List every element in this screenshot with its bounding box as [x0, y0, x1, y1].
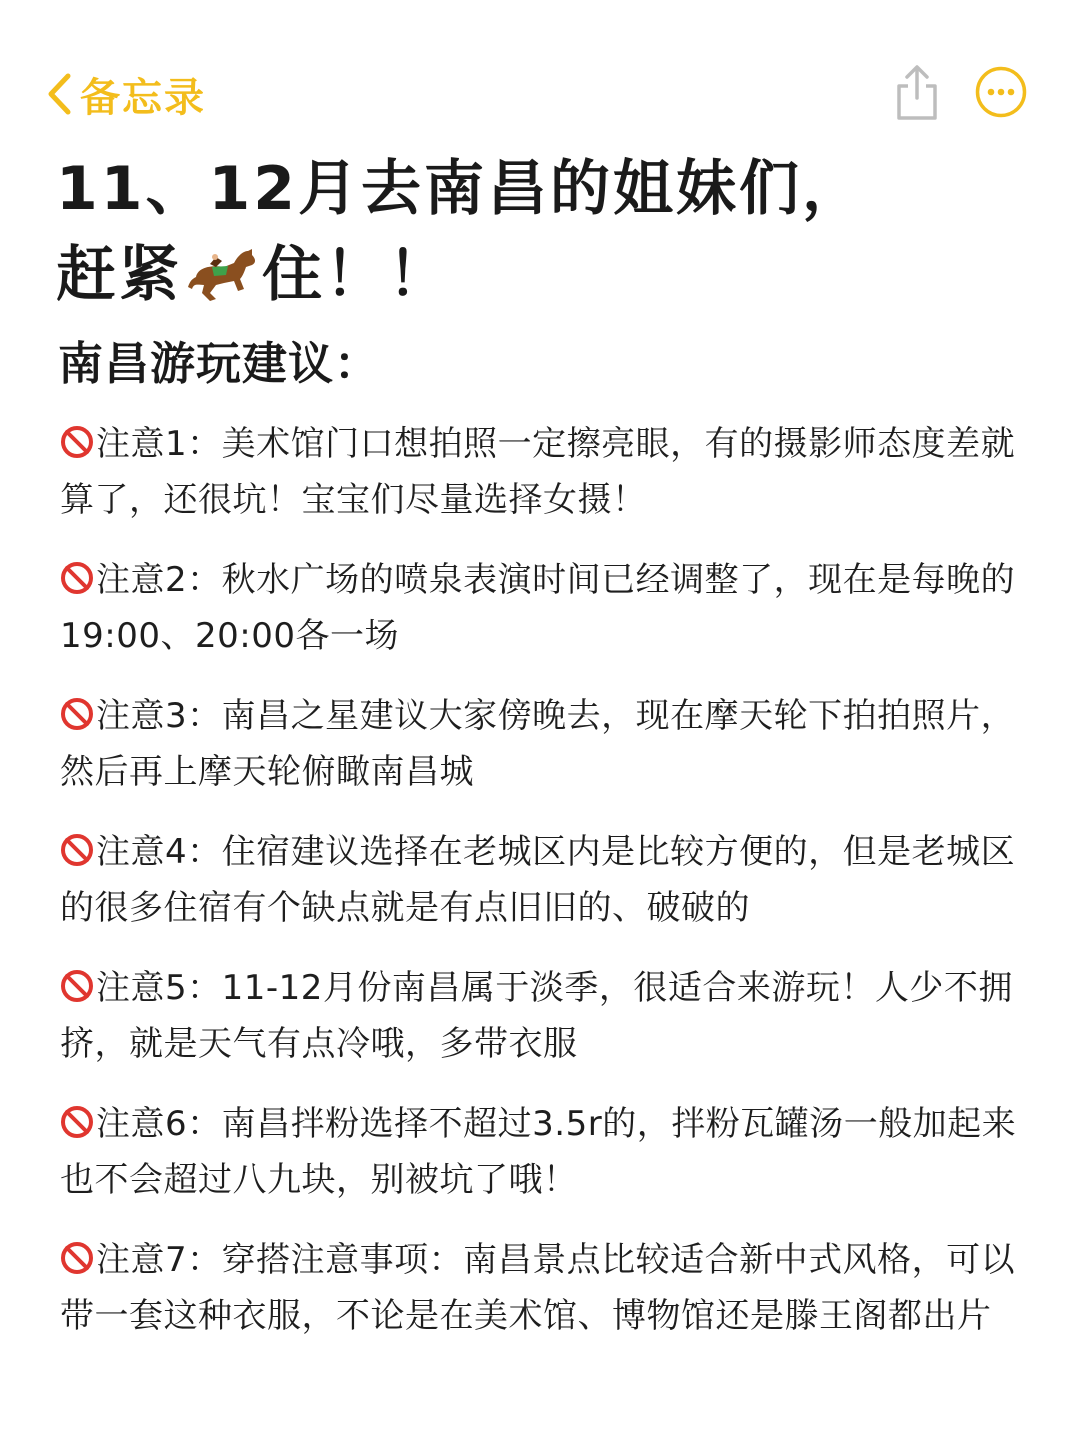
no-entry-icon	[60, 828, 94, 862]
note-label: 注意4：	[96, 832, 222, 872]
horse-icon	[186, 242, 258, 302]
no-entry-icon	[60, 692, 94, 726]
notes-list	[60, 416, 1030, 1368]
back-button[interactable]	[46, 64, 206, 124]
note-text: 南昌拌粉选择不超过3.5r的，拌粉瓦罐汤一般加起来也不会超过八九块，别被坑了哦！	[60, 1104, 1017, 1200]
note-text: 秋水广场的喷泉表演时间已经调整了，现在是每晚的19:00、20:00各一场	[60, 560, 1016, 656]
no-entry-icon	[60, 964, 94, 998]
no-entry-icon	[60, 1100, 94, 1134]
section-heading: 南昌游玩建议：	[58, 337, 381, 390]
back-label: 备忘录	[80, 74, 206, 121]
list-item	[60, 416, 1030, 528]
note-label: 注意5：	[96, 968, 222, 1008]
note-text: 南昌之星建议大家傍晚去，现在摩天轮下拍拍照片，然后再上摩天轮俯瞰南昌城	[60, 696, 1016, 792]
title-line-2-start: 赶紧	[56, 240, 182, 310]
note-text: 11-12月份南昌属于淡季，很适合来游玩！人少不拥挤，就是天气有点冷哦，多带衣服	[60, 968, 1013, 1064]
list-item	[60, 960, 1030, 1072]
nav-bar	[0, 58, 1080, 128]
list-item	[60, 552, 1030, 664]
title-line-2	[56, 232, 1036, 318]
note-text: 住宿建议选择在老城区内是比较方便的，但是老城区的很多住宿有个缺点就是有点旧旧的、破破的	[60, 832, 1016, 928]
title-line-2-end: 住！！	[262, 240, 451, 310]
share-icon	[892, 107, 942, 126]
more-button[interactable]	[974, 65, 1028, 119]
note-label: 注意1：	[96, 424, 222, 464]
no-entry-icon	[60, 556, 94, 590]
list-item	[60, 1096, 1030, 1208]
list-item	[60, 1232, 1030, 1344]
note-label: 注意7：	[96, 1240, 222, 1280]
title-line-1: 11、12月去南昌的姐妹们，	[56, 154, 865, 224]
note-label: 注意6：	[96, 1104, 222, 1144]
note-title	[56, 146, 1036, 318]
list-item	[60, 824, 1030, 936]
more-icon	[974, 104, 1028, 123]
no-entry-icon	[60, 420, 94, 454]
chevron-left-icon	[46, 72, 72, 116]
list-item	[60, 688, 1030, 800]
note-label: 注意2：	[96, 560, 222, 600]
note-label: 注意3：	[96, 696, 222, 736]
note-text: 美术馆门口想拍照一定擦亮眼，有的摄影师态度差就算了，还很坑！宝宝们尽量选择女摄！	[60, 424, 1016, 520]
note-text: 穿搭注意事项：南昌景点比较适合新中式风格，可以带一套这种衣服，不论是在美术馆、博物馆还是滕王阁都出片	[60, 1240, 1016, 1336]
no-entry-icon	[60, 1236, 94, 1270]
share-button[interactable]	[892, 62, 942, 122]
